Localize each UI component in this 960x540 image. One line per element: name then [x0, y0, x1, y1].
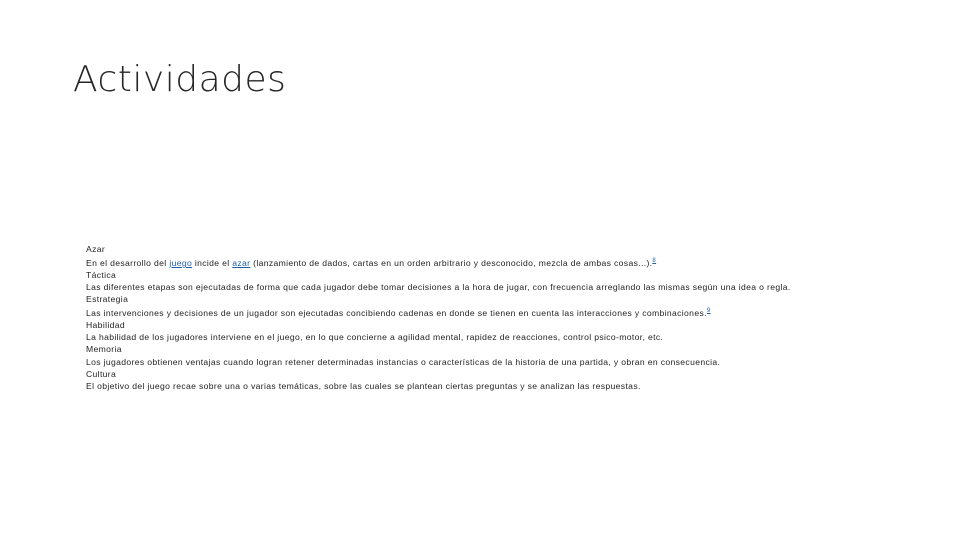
body-text: En el desarrollo del [86, 257, 170, 268]
body-text: incide el [192, 257, 233, 268]
section-body-estrategia [86, 305, 946, 319]
section-body-memoria: Los jugadores obtienen ventajas cuando logran retener determinadas instancias o características de la historia de una partida, y obran en consecuencia. [86, 356, 721, 367]
section-heading-tactica: Táctica [86, 270, 117, 281]
section-heading-estrategia: Estrategia [86, 294, 129, 305]
link-juego[interactable]: juego [169, 257, 193, 268]
slide-title: Actividades [73, 59, 287, 100]
slide-content [86, 243, 946, 392]
section-heading-memoria: Memoria [86, 344, 122, 355]
body-text: (lanzamiento de dados, cartas en un orden arbitrario y desconocido, mezcla de ambas cosas...). [250, 257, 653, 268]
section-body-azar [86, 255, 946, 269]
section-heading-azar: Azar [86, 244, 106, 254]
section-heading-cultura: Cultura [86, 368, 117, 379]
section-body-cultura: El objetivo del juego recae sobre una o varias temáticas, sobre las cuales se plantean ciertas preguntas y se analizan las respuestas. [86, 380, 641, 391]
section-body-habilidad: La habilidad de los jugadores interviene en el juego, en lo que concierne a agilidad mental, rapidez de reacciones, control psico-motor, etc. [86, 332, 664, 343]
citation-link-8[interactable]: 8 [652, 258, 657, 265]
link-azar[interactable]: azar [232, 257, 251, 268]
section-heading-habilidad: Habilidad [86, 320, 125, 331]
citation-link-9[interactable]: 9 [706, 308, 711, 315]
body-text: Las intervenciones y decisiones de un jugador son ejecutadas concibiendo cadenas en donde se tienen en cuenta las interacciones y combinaciones. [86, 308, 707, 319]
section-body-tactica: Las diferentes etapas son ejecutadas de forma que cada jugador debe tomar decisiones a la hora de jugar, con frecuencia arreglando las mismas según una idea o regla. [86, 282, 791, 293]
